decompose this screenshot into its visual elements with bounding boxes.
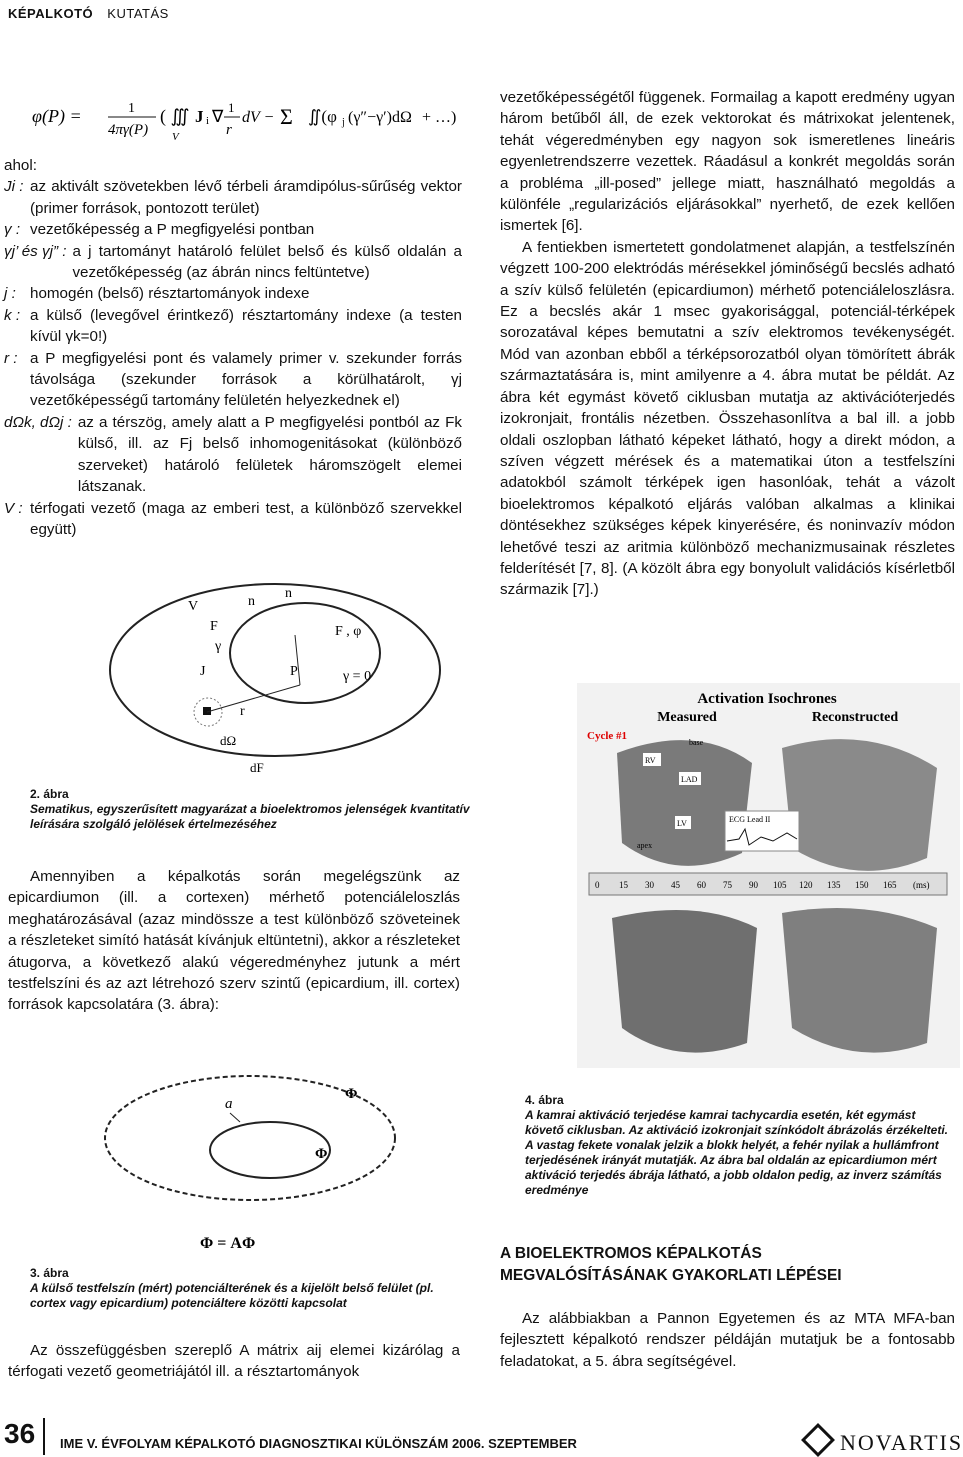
def-key: r :: [4, 349, 18, 367]
svg-text:φ(P) =: φ(P) =: [32, 106, 82, 126]
figure-3-diagram: [90, 1068, 430, 1263]
def-value: térfogati vezető (maga az emberi test, a különböző szervekkel együtt): [30, 499, 462, 538]
paragraph: A fentiekben ismertetett gondolatmenet alapján, a testfelszínén végzett 100-200 elektródás mérésekkel jóminőségű becslés adható a szív külső felületén (epicardiumon) mérhető potenciáleloszlásra. Ez a becslés akár 1 msec gyakorisággal, potenciál-térképek sorozatával képes bemutatni a szív elektromos tevékenységét. Mód van azonban ebből a térképsorozatból olyan tömörített ábrák származtatására is, mint amilyenre a 4. ábra mutat be példát. Az ábra két egymást követő ciklusban mutatja az aktivációterjedés izokronjait, frontális nézetben. Összehasonlítva a bal ill. a jobb oldali oszlopban látható képeket látható, hogy a direkt módon, a szíven végzett mérések és a matematikai úton a testfelszíni adatokból számolt térképek igen hasonlóak, tehát a vázolt bioelektromos képalkotó eljárás valóban alkalmas a klinikai döntésekhez szükséges képek kinyerésére, és noninvazív módon lehetővé teszi az aritmia különböző mechanizmusainak részletes felderítését [7, 8]. (A közölt ábra egy bonyolult validációs kísérletből származik [7].): [500, 238, 955, 599]
svg-text:γ = 0: γ = 0: [343, 669, 372, 684]
fig4-label-lad: LAD: [681, 775, 698, 784]
svg-text:n: n: [248, 594, 255, 609]
fig4-label-base: base: [689, 738, 704, 747]
def-value: az aktivált szövetekben lévő térbeli áramdipólus-sűrűség vektor (primer források, pontozott terület): [30, 178, 462, 217]
left-paragraph-2: [8, 1340, 460, 1383]
definition-item: [4, 219, 462, 240]
def-value: a P megfigyelési pont és valamely primer v. szekunder forrás távolsága (szekunder források a körülhatárolt, γj vezetőképességű tartomány felületén helyezkednek el): [30, 349, 462, 410]
def-value: vezetőképesség a P megfigyelési pontban: [30, 221, 315, 239]
svg-text:1: 1: [228, 100, 235, 115]
scale-tick: 90: [749, 880, 758, 890]
figure-2-caption: [30, 787, 470, 832]
journal-line: IME V. ÉVFOLYAM KÉPALKOTÓ DIAGNOSZTIKAI KÜLÖNSZÁM 2006. SZEPTEMBER: [60, 1436, 577, 1451]
figure-2-diagram: [100, 575, 460, 775]
svg-text:r: r: [226, 122, 232, 138]
figure-3-caption: [30, 1266, 470, 1311]
svg-text:Φ: Φ: [345, 1086, 358, 1102]
svg-text:Σ: Σ: [280, 104, 293, 129]
novartis-logo-icon: [801, 1423, 835, 1457]
left-paragraph-1: [8, 866, 460, 1016]
fig4-cycle: Cycle #1: [587, 730, 628, 742]
figure-4-caption: [525, 1093, 955, 1198]
definition-item: [4, 241, 462, 284]
scale-tick: 165: [883, 880, 897, 890]
svg-text:dF: dF: [250, 760, 264, 775]
scale-tick: 60: [697, 880, 706, 890]
fig3-number: 3. ábra: [30, 1266, 69, 1280]
figure-4-image: [577, 683, 960, 1068]
scale-tick: 120: [799, 880, 813, 890]
def-value: a külső (levegővel érintkező) résztartomány indexe (a testen kívül γk=0!): [30, 306, 462, 346]
paragraph: Az összefüggésben szereplő A mátrix aij elemei kizárólag a térfogati vezető geometriájától ill. a résztartományok: [8, 1342, 460, 1381]
svg-text:P: P: [290, 664, 298, 679]
definition-item: [4, 498, 462, 541]
definition-item: [4, 348, 462, 412]
svg-text:V: V: [172, 131, 179, 143]
right-paragraph-3: [500, 1308, 955, 1372]
svg-text:r: r: [240, 704, 245, 719]
fig4-label-apex: apex: [637, 841, 653, 850]
left-column: [4, 155, 462, 540]
section-heading-line: A BIOELEKTROMOS KÉPALKOTÁS: [500, 1245, 762, 1262]
fig4-measured: Measured: [657, 710, 717, 725]
svg-text:1: 1: [128, 101, 135, 116]
definition-item: [4, 412, 462, 498]
header-topic: KUTATÁS: [107, 6, 169, 21]
section-heading: [500, 1243, 955, 1287]
svg-text:F , φ: F , φ: [335, 624, 362, 639]
svg-text:j: j: [342, 117, 345, 128]
def-key: j :: [4, 285, 16, 303]
svg-text:Φ = AΦ: Φ = AΦ: [200, 1235, 256, 1252]
def-value: a j tartományt határoló felület belső és külső oldalán a vezetőképesség (az ábrán nincs feltüntetve): [72, 242, 462, 282]
def-key: V :: [4, 499, 23, 517]
brand-name: NOVARTIS: [840, 1430, 963, 1455]
svg-text:∬(φ: ∬(φ: [308, 107, 337, 126]
svg-text:a: a: [225, 1096, 233, 1112]
fig4-label-lv: LV: [677, 819, 687, 828]
svg-text:γ: γ: [215, 639, 222, 654]
svg-text:dV −: dV −: [242, 109, 275, 126]
def-value: az a térszög, amely alatt a P megfigyelési pontból az Fk külső, ill. az Fj belső inhomogenitásokat (különböző szerveket) határoló felületek háromszögelt elemei látszanak.: [77, 413, 462, 496]
svg-text:i: i: [206, 115, 210, 127]
scale-tick: 0: [595, 880, 600, 890]
svg-text:n: n: [285, 586, 292, 601]
header-section: KÉPALKOTÓ: [8, 6, 94, 21]
right-column: [500, 87, 955, 601]
heart-measured-bottom: [612, 910, 757, 1053]
def-value: homogén (belső) résztartományok indexe: [30, 285, 310, 303]
section-heading-line: MEGVALÓSÍTÁSÁNAK GYAKORLATI LÉPÉSEI: [500, 1267, 842, 1284]
fig2-number: 2. ábra: [30, 787, 69, 801]
fig4-label-rv: RV: [645, 756, 656, 765]
scale-tick: 30: [645, 880, 654, 890]
fig4-title: Activation Isochrones: [697, 691, 837, 707]
fig4-reconstructed: Reconstructed: [811, 710, 899, 725]
scale-tick: 45: [671, 880, 680, 890]
page-footer: [0, 1418, 963, 1455]
def-key: γ :: [4, 221, 21, 239]
definition-item: [4, 305, 462, 348]
page-number: 36: [4, 1418, 36, 1449]
paragraph: Az alábbiakban a Pannon Egyetemen és az MTA MFA-ban fejlesztett képalkotó rendszer példáján mutatjuk be a fontosabb feladatokat, a 5. ábra segítségével.: [500, 1310, 955, 1370]
svg-text:J: J: [195, 107, 204, 126]
scale-unit: (ms): [913, 880, 930, 890]
def-key: k :: [4, 306, 21, 324]
fig3-text: A külső testfelszín (mért) potenciálterének és a kijelölt belső felület (pl. cortex vagy epicardium) potenciáltere közötti kapcsolat: [30, 1281, 434, 1310]
svg-text:+ …): + …): [422, 109, 457, 126]
definition-item: [4, 283, 462, 304]
def-key: dΩk, dΩj :: [4, 413, 72, 431]
fig4-label-ecg: ECG Lead II: [729, 815, 771, 824]
svg-text:V: V: [188, 599, 199, 614]
def-key: Ji :: [4, 178, 24, 196]
scale-tick: 105: [773, 880, 787, 890]
formula-equation: [30, 90, 457, 150]
svg-text:(γ″−γ′)dΩ: (γ″−γ′)dΩ: [348, 109, 412, 126]
scale-tick: 75: [723, 880, 732, 890]
fig2-text: Sematikus, egyszerűsített magyarázat a bioelektromos jelenségek kvantitatív leírására szolgáló jelölések értelmezéséhez: [30, 802, 470, 831]
heart-reconstructed-top: [782, 739, 937, 871]
svg-text:F: F: [210, 619, 218, 634]
fig4-text: A kamrai aktiváció terjedése kamrai tachycardia esetén, két egymást követő ciklusban. Az aktiváció izokronjait színkódolt ábrázolás érzékelteti. A vastag fekete vonalak jelzik a blokk helyét, a fehér nyilak a hullámfront terjedésének irányát mutatják. Az ábra bal oldalán az epicardiumon mért aktiváció terjedés ábrája látható, a jobb oldalon pedig, az inverz számítás eredménye: [525, 1108, 949, 1197]
fig4-number: 4. ábra: [525, 1093, 564, 1107]
scale-tick: 135: [827, 880, 841, 890]
svg-text:Φ: Φ: [315, 1146, 328, 1162]
paragraph: vezetőképességétől függenek. Formailag a kapott eredmény ugyan három betűből áll, de ezek vektorokat és mátrixokat jelentenek, tehát végeredményben egy nagyon sok ismeretlenes lineáris egyenletrendszerre vezettek. Ráadásul a konkrét megoldás során a probléma „ill-posed” jellege miatt, használható megoldás a különféle „regularizációs eljárásokkal” nyerhető, de ezek kellően ismertek [6].: [500, 89, 955, 235]
footer-divider: [43, 1418, 45, 1455]
color-scale: [589, 873, 947, 895]
svg-text:( ∭: ( ∭: [160, 106, 190, 126]
page-header: [8, 6, 169, 21]
svg-text:4πγ(P): 4πγ(P): [108, 122, 149, 138]
svg-text:∇: ∇: [212, 107, 224, 126]
svg-text:dΩ: dΩ: [220, 733, 237, 748]
paragraph: Amennyiben a képalkotás során megelégszünk az epicardiumon (ill. a cortexen) mérhető potenciáleloszlás meghatározásával (azaz mindössze a test különböző szöveteinek a részleteket simító hatását kívánjuk eltüntetni), akkor a részleteket átugorva, a következő alakú végeredményhez jutunk a mért testfelszíni és az azt létrehozó szerv szintű (epicardium, ill. cortex) források kapcsolatára (3. ábra):: [8, 868, 460, 1014]
scale-tick: 15: [619, 880, 628, 890]
def-key: γj’ és γj” :: [4, 242, 67, 260]
svg-text:J: J: [200, 664, 206, 679]
ahol-label: ahol:: [4, 157, 37, 174]
definition-item: [4, 176, 462, 219]
heart-reconstructed-bottom: [782, 908, 937, 1053]
scale-tick: 150: [855, 880, 869, 890]
